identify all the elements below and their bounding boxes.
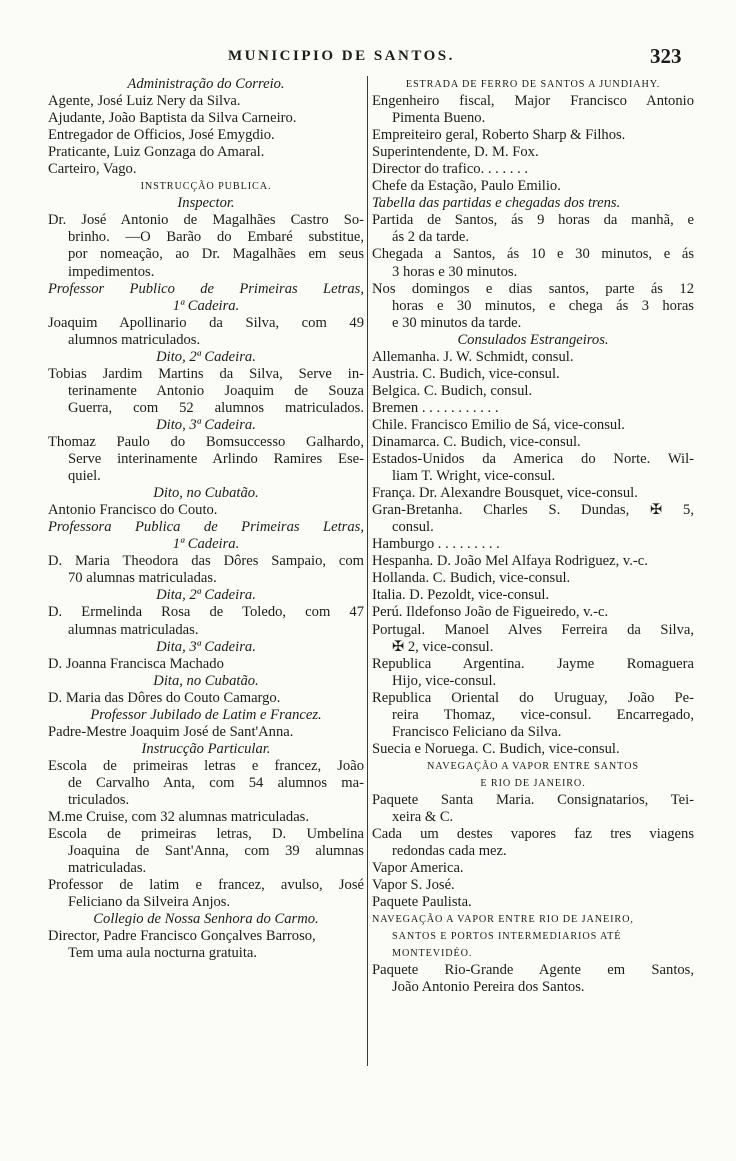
text-line: Hollanda. C. Budich, vice-consul. [372,570,571,587]
text-line: quiel. [68,468,101,485]
text-line: Austria. C. Budich, vice-consul. [372,365,560,382]
text-line: Hijo, vice-consul. [392,672,497,689]
text-line: Empreiteiro geral, Roberto Sharp & Filhos. [372,127,626,144]
text-line: 3 horas e 30 minutos. [392,263,518,280]
text-line: D. Maria das Dôres do Couto Camargo. [48,689,281,706]
page-header [0,44,736,74]
text-line: Serve interinamente Arlindo Ramires Ese- [68,451,364,468]
text-line: Professora Publica de Primeiras Letras, [48,519,364,536]
text-line: Joaquina de Sant'Anna, com 39 alumnas [68,843,364,860]
left-column [48,76,364,962]
text-line: Praticante, Luiz Gonzaga do Amaral. [48,144,265,161]
text-line: impedimentos. [68,263,155,280]
text-line: Paquete Santa Maria. Consignatarios, Tei- [372,791,694,808]
text-line: Guerra, com 52 alumnos matriculados. [68,399,364,416]
text-line: Director, Padre Francisco Gonçalves Barroso, [48,928,316,945]
text-line: Suecia e Noruega. C. Budich, vice-consul. [372,740,620,757]
text-line: Instrucção Particular. [141,740,271,757]
text-line: 1ª Cadeira. [172,536,240,553]
text-line: Dito, 3ª Cadeira. [156,416,256,433]
text-line: Paquete Paulista. [372,894,472,911]
text-line: Engenheiro fiscal, Major Francisco Antonio [372,93,694,110]
text-line: Carteiro, Vago. [48,161,137,178]
text-line: Escola de primeiras letras e francez, João [48,757,364,774]
text-line: Allemanha. J. W. Schmidt, consul. [372,348,574,365]
text-line: Tem uma aula nocturna gratuita. [68,945,258,962]
text-line: Estados-Unidos da America do Norte. Wil- [372,451,694,468]
text-line: Joaquim Apollinario da Silva, com 49 [48,314,364,331]
text-line: Entregador de Officios, José Emygdio. [48,127,275,144]
text-line: ESTRADA DE FERRO DE SANTOS A JUNDIAHY. [405,79,661,90]
text-line: Gran-Bretanha. Charles S. Dundas, ✠ 5, [372,502,694,519]
text-line: horas e 30 minutos, e chega ás 3 horas [392,297,694,314]
text-line: França. Dr. Alexandre Bousquet, vice-consul. [372,485,638,502]
text-line: Portugal. Manoel Alves Ferreira da Silva, [372,621,694,638]
text-line: Chegada a Santos, ás 10 e 30 minutos, e ás [372,246,694,263]
text-line: Dr. José Antonio de Magalhães Castro So- [48,212,364,229]
text-line: Pimenta Bueno. [392,110,486,127]
text-line: Superintendente, D. M. Fox. [372,144,539,161]
text-line: Francisco Feliciano da Silva. [392,723,562,740]
text-line: Tobias Jardim Martins da Silva, Serve in- [48,365,364,382]
text-line: ✠ 2, vice-consul. [392,638,494,655]
text-line: de Carvalho Anta, com 54 alumnos ma- [68,774,364,791]
text-line: Hespanha. D. João Mel Alfaya Rodriguez, v.-c. [372,553,648,570]
text-line: Vapor America. [372,860,464,877]
text-line: Dita, 3ª Cadeira. [156,638,256,655]
text-line: alumnas matriculadas. [68,621,199,638]
text-line: liam T. Wright, vice-consul. [392,468,556,485]
text-line: NAVEGAÇÃO A VAPOR ENTRE SANTOS [427,760,639,772]
text-line: reira Thomaz, vice-consul. Encarregado, [392,706,694,723]
text-line: Republica Argentina. Jayme Romaguera [372,655,694,672]
running-title: MUNICIPIO DE SANTOS. [228,48,455,64]
text-line: Antonio Francisco do Couto. [48,502,218,519]
text-line: Perú. Ildefonso João de Figueiredo, v.-c. [372,604,609,621]
text-line: INSTRUCÇÃO PUBLICA. [140,181,272,193]
text-line: xeira & C. [392,809,454,826]
text-line: Chile. Francisco Emilio de Sá, vice-consul. [372,416,625,433]
text-line: 1ª Cadeira. [172,297,240,314]
text-line: e 30 minutos da tarde. [392,314,522,331]
text-line: alumnos matriculados. [68,331,201,348]
text-line: Thomaz Paulo do Bomsuccesso Galhardo, [48,433,364,450]
page-number: 323 [650,44,682,68]
text-line: triculados. [68,791,130,808]
text-line: Partida de Santos, ás 9 horas da manhã, e [372,212,694,229]
text-line: Administração do Correio. [127,76,285,92]
text-line: ás 2 da tarde. [392,229,469,246]
text-line: Hamburgo . . . . . . . . . [372,536,500,553]
text-line: NAVEGAÇÃO A VAPOR ENTRE RIO DE JANEIRO, [372,914,634,926]
text-line: Cada um destes vapores faz tres viagens [372,826,694,843]
right-column [372,76,694,997]
text-line: Inspector. [177,195,235,212]
text-line: Agente, José Luiz Nery da Silva. [48,93,241,110]
text-line: D. Ermelinda Rosa de Toledo, com 47 [48,604,364,621]
text-line: Paquete Rio-Grande Agente em Santos, [372,962,694,979]
text-line: Belgica. C. Budich, consul. [372,382,533,399]
text-line: Nos domingos e dias santos, parte ás 12 [372,280,694,297]
text-line: brinho. —O Barão do Embaré substitue, [68,229,364,246]
text-line: Dito, 2ª Cadeira. [156,348,256,365]
text-line: consul. [392,519,434,536]
text-line: Chefe da Estação, Paulo Emilio. [372,178,561,195]
text-line: João Antonio Pereira dos Santos. [392,979,585,996]
text-line: terinamente Antonio Joaquim de Souza [68,382,364,399]
text-line: Tabella das partidas e chegadas dos trens. [372,195,621,212]
text-line: D. Maria Theodora das Dôres Sampaio, com [48,553,364,570]
text-line: SANTOS E PORTOS INTERMEDIARIOS ATÉ [392,931,622,943]
text-line: E RIO DE JANEIRO. [480,777,586,789]
text-line: Professor Jubilado de Latim e Francez. [90,706,322,723]
text-line: Collegio de Nossa Senhora do Carmo. [93,911,319,928]
text-line: Director do trafico. . . . . . . [372,161,529,178]
text-line: Padre-Mestre Joaquim José de Sant'Anna. [48,723,294,740]
text-line: Dito, no Cubatão. [153,485,259,502]
text-line: Professor Publico de Primeiras Letras, [48,280,364,297]
text-line: Italia. D. Pezoldt, vice-consul. [372,587,550,604]
text-line: D. Joanna Francisca Machado [48,655,224,672]
column-divider [367,76,368,1066]
text-line: Feliciano da Silveira Anjos. [68,894,231,911]
text-line: matriculadas. [68,860,147,877]
text-line: Vapor S. José. [372,877,455,894]
text-line: Republica Oriental do Uruguay, João Pe- [372,689,694,706]
text-line: Ajudante, João Baptista da Silva Carneiro. [48,110,297,127]
text-line: Dita, no Cubatão. [153,672,259,689]
text-line: Escola de primeiras letras, D. Umbelina [48,826,364,843]
text-line: M.me Cruise, com 32 alumnas matriculadas. [48,809,310,826]
text-line: Dinamarca. C. Budich, vice-consul. [372,433,581,450]
text-line: Professor de latim e francez, avulso, José [48,877,364,894]
text-line: por nomeação, ao Dr. Magalhães em seus [68,246,364,263]
text-line: Bremen . . . . . . . . . . . [372,399,499,416]
text-line: 70 alumnas matriculadas. [68,570,217,587]
text-line: Consulados Estrangeiros. [457,331,609,348]
text-line: MONTEVIDÉO. [392,948,473,960]
text-line: Dita, 2ª Cadeira. [156,587,256,604]
text-line: redondas cada mez. [392,843,507,860]
